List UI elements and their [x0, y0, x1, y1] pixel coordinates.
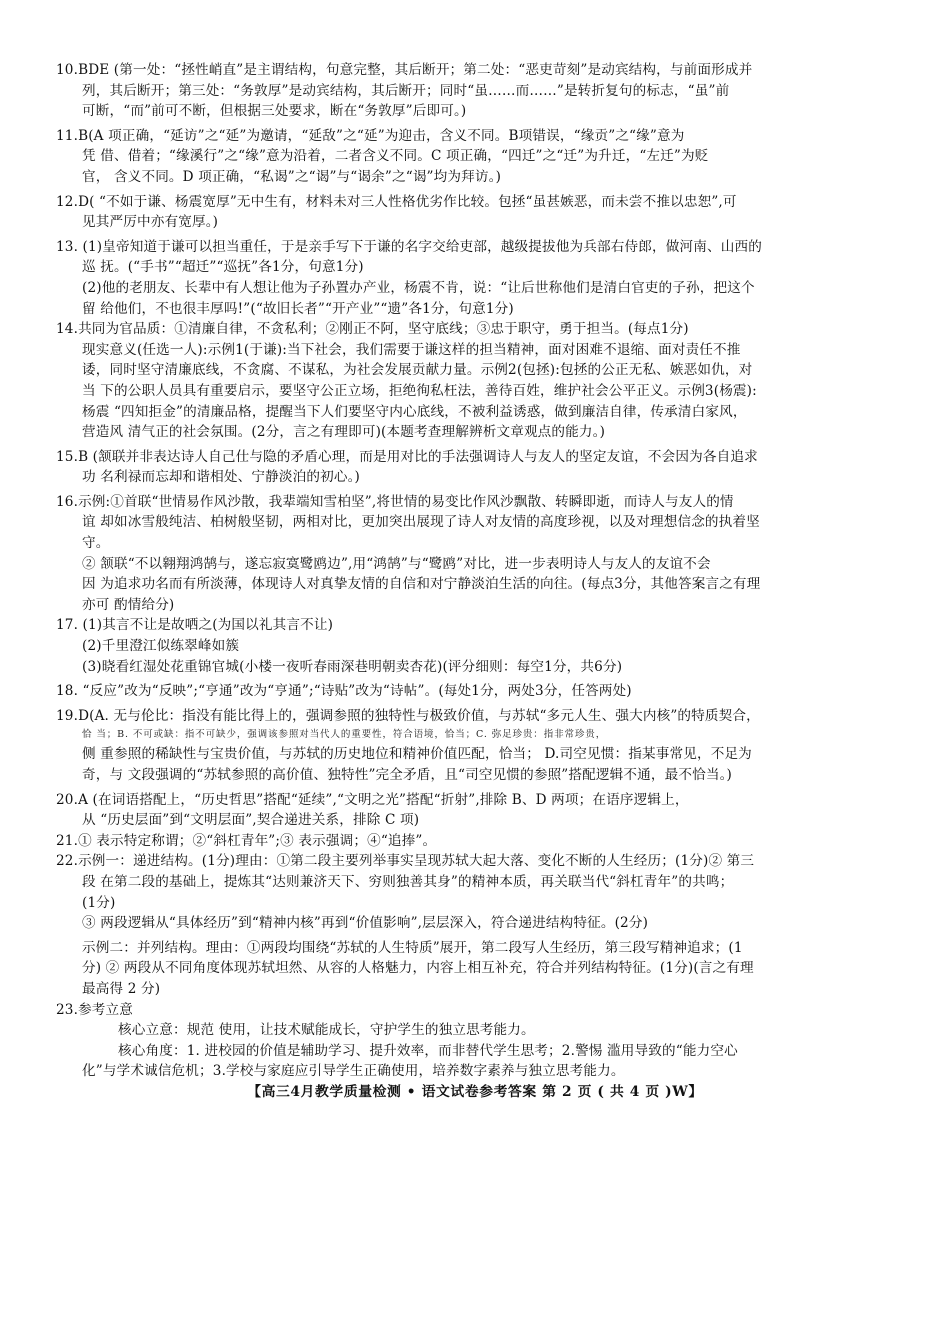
answer-10	[56, 60, 894, 122]
answer-17	[56, 615, 894, 677]
answer-17-line-2: (2)千里澄江似练翠峰如簇	[82, 638, 240, 655]
answer-20	[56, 790, 894, 831]
answer-19	[56, 706, 894, 786]
answer-22-line-6: 分) ② 两段从不同角度体现苏轼坦然、从容的人格魅力，内容上相互补充，符合并列结构特征。(1分)(言之有理	[82, 960, 754, 977]
answer-12-line-1: 12.D( “不如于谦、杨震宽厚”无中生有，材料未对三人性格优劣作比较。包拯“虽甚嫉恶，而未尝不推以忠恕”,可	[56, 193, 737, 210]
answer-23-heading: 23.参考立意	[56, 1001, 134, 1018]
answer-16-line-1: 16.示例:①首联“世情易作风沙散，我辈端知雪柏坚”,将世情的易变比作风沙飘散、转瞬即逝，而诗人与友人的情	[56, 493, 734, 510]
answer-15	[56, 447, 894, 488]
answer-key-page	[56, 60, 894, 1082]
answer-19-line-3: 侧 重参照的稀缺性与宝贵价值，与苏轼的历史地位和精神价值匹配，恰当； D.司空见惯：指某事常见，不足为	[82, 746, 752, 763]
answer-10-line-1: 10.BDE (第一处：“拯性峭直”是主谓结构，句意完整，其后断开；第二处：“恶吏苛刻”是动宾结构，与前面形成并	[56, 62, 753, 78]
answer-11-line-3: 官， 含义不同。D 项正确，“私谒”之“谒”与“谒余”之“谒”均为拜访。)	[82, 168, 502, 185]
answer-16	[56, 492, 894, 616]
answer-14-line-3: 诿，同时坚守清廉底线，不贪腐、不谋私，为社会发展贡献力量。示例2(包拯):包拯的公正无私、嫉恶如仇，对	[82, 362, 753, 379]
answer-22-line-4: ③ 两段逻辑从“具体经历”到“精神内核”再到“价值影响”,层层深入，符合递进结构特征。(2分)	[82, 915, 649, 932]
answer-11-line-1: 11.B(A 项正确，“延访”之“延”为邀请，“延敌”之“延”为迎击，含义不同。B项错误，“缘贡”之“缘”意为	[56, 127, 685, 144]
answer-11-line-2: 凭 借、借着；“缘溪行”之“缘”意为沿着，二者含义不同。C 项正确，“四迁”之“迁”为升迁，“左迁”为贬	[82, 148, 709, 165]
answer-20-line-2: 从 “历史层面”到“文明层面”,契合递进关系，排除 C 项)	[82, 812, 420, 829]
page-footer: 【高三4月教学质量检测 • 语文试卷参考答案 第 2 页 ( 共 4 页 )W】	[247, 1084, 703, 1100]
answer-10-line-2: 列，其后断开；第三处：“务敦厚”是动宾结构，其后断开；同时“虽……而……”是转折复句的标志，“虽”前	[82, 82, 730, 99]
answer-19-line-1: 19.D(A. 无与伦比：指没有能比得上的，强调参照的独特性与极致价值，与苏轼“多元人生、强大内核”的特质契合，	[56, 707, 760, 724]
answer-14	[56, 319, 894, 443]
answer-17-line-3: (3)晓看红湿处花重锦官城(小楼一夜听春雨深巷明朝卖杏花)(评分细则：每空1分，共6分)	[82, 658, 623, 675]
answer-14-line-6: 营造风 清气正的社会氛围。(2分，言之有理即可)(本题考查理解辨析文章观点的能力。)	[82, 424, 606, 441]
answer-14-line-2: 现实意义(任选一人):示例1(于谦):当下社会，我们需要于谦这样的担当精神，面对困难不退缩、面对责任不推	[82, 341, 741, 358]
answer-22-line-1: 22.示例一：递进结构。(1分)理由：①第二段主要列举事实呈现苏轼大起大落、变化不断的人生经历；(1分)② 第三	[56, 853, 755, 870]
answer-11	[56, 126, 894, 188]
answer-14-line-5: 杨震 “四知拒金”的清廉品格，提醒当下人们要坚守内心底线，不被利益诱惑，做到廉洁自律，传承清白家风，	[82, 403, 747, 420]
answer-22-line-5: 示例二：并列结构。理由：①两段均围绕“苏轼的人生特质”展开，第二段写人生经历，第三段写精神追求；(1	[82, 939, 743, 956]
answer-21-line-1: 21.① 表示特定称谓；②“斜杠青年”;③ 表示强调；④“追捧”。	[56, 832, 437, 849]
answer-16-line-3: 守。	[82, 535, 110, 552]
answer-13-line-1: 13. (1)皇帝知道于谦可以担当重任，于是亲手写下于谦的名字交给吏部，越级提拔他为兵部右侍郎，做河南、山西的	[56, 238, 762, 255]
answer-13-line-4: 留 给他们，不也很丰厚吗!”(“故旧长者”“开产业”“遗”各1分，句意1分)	[82, 300, 514, 317]
answer-13	[56, 237, 894, 319]
answer-14-line-4: 当 下的公职人员具有重要启示，要坚守公正立场，拒绝徇私枉法，善待百姓，维护社会公平正义。示例3(杨震):	[82, 382, 757, 399]
answer-22-line-3: (1分)	[82, 894, 116, 911]
answer-10-line-3: 可断，“而”前可不断，但根据三处要求，断在“务敦厚”后即可。)	[82, 103, 467, 120]
answer-21	[56, 831, 894, 852]
answer-16-line-5: 因 为追求功名而有所淡薄，体现诗人对真挚友情的自信和对宁静淡泊生活的向往。(每点3分，其他答案言之有理	[82, 576, 761, 593]
answer-13-line-2: 巡 抚。(“手书”“超迁”“巡抚”各1分，句意1分)	[82, 259, 364, 276]
answer-16-line-4: ② 颔联“不以翱翔鸿鹄与，遂忘寂寞鹭鸥边”,用“鸿鹄”与“鹭鸥”对比，进一步表明诗人与友人的友谊不会	[82, 555, 711, 572]
answer-15-line-1: 15.B (颔联并非表达诗人自己仕与隐的矛盾心理，而是用对比的手法强调诗人与友人的坚定友谊，不会因为各自追求	[56, 448, 758, 465]
answer-22-line-2: 段 在第二段的基础上，提炼其“达则兼济天下、穷则独善其身”的精神本质，再关联当代“斜杠青年”的共鸣；	[82, 873, 734, 890]
answer-23-core-idea: 核心立意：规范 使用，让技术赋能成长，守护学生的独立思考能力。	[118, 1022, 535, 1039]
answer-23-core-angle-line-1: 核心角度：1. 进校园的价值是辅助学习、提升效率，而非替代学生思考；2.警惕 滥用导致的“能力空心	[118, 1042, 738, 1059]
answer-18-line-1: 18. “反应”改为“反映”;“亨通”改为“亨通”;“诗贴”改为“诗帖”。(每处1分，两处3分，任答两处)	[56, 683, 632, 700]
answer-23	[56, 1000, 894, 1082]
answer-19-line-2: 恰 当；B. 不可或缺：指不可缺少，强调该参照对当代人的重要性，符合语境，恰当；C. 弥足珍贵：指非常珍贵，	[82, 729, 607, 741]
answer-15-line-2: 功 名利禄而忘却和谐相处、宁静淡泊的初心。)	[82, 469, 360, 486]
answer-17-line-1: 17. (1)其言不让是故哂之(为国以礼其言不让)	[56, 617, 334, 634]
answer-12-line-2: 见其严厉中亦有宽厚。)	[82, 214, 219, 231]
answer-22	[56, 851, 894, 999]
answer-14-line-1: 14.共同为官品质：①清廉自律，不贪私利；②刚正不阿，坚守底线；③忠于职守，勇于担当。(每点1分)	[56, 321, 689, 338]
answer-18	[56, 681, 894, 702]
answer-16-line-6: 亦可 酌情给分)	[82, 596, 175, 613]
answer-13-line-3: (2)他的老朋友、长辈中有人想让他为子孙置办产业，杨震不肯，说：“让后世称他们是清白官吏的子孙，把这个	[82, 279, 755, 296]
answer-22-line-7: 最高得 2 分)	[82, 980, 161, 997]
answer-19-line-4: 奇，与 文段强调的“苏轼参照的高价值、独特性”完全矛盾，且“司空见惯的参照”搭配逻辑不通，最不恰当。)	[82, 767, 732, 783]
answer-23-core-angle-line-2: 化”与学术诚信危机；3.学校与家庭应引导学生正确使用，培养数字素养与独立思考能力。	[82, 1063, 625, 1080]
answer-12	[56, 192, 894, 233]
answer-16-line-2: 谊 却如冰雪般纯洁、柏树般坚韧，两相对比，更加突出展现了诗人对友情的高度珍视，以及对理想信念的执着坚	[82, 514, 760, 531]
answer-20-line-1: 20.A (在词语搭配上，“历史哲思”搭配“延续”,“文明之光”搭配“折射”,排除 B、D 两项；在语序逻辑上，	[56, 791, 689, 808]
